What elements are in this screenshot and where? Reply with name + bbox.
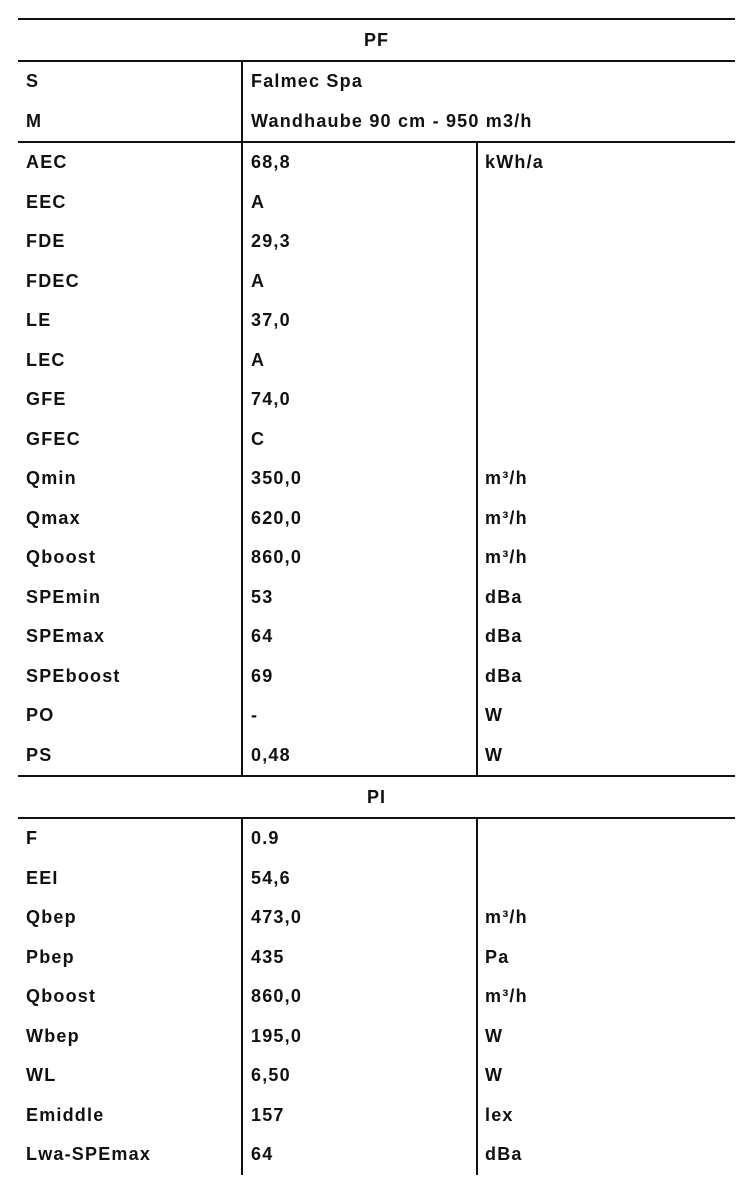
parameter-label: PO bbox=[26, 705, 55, 725]
parameter-value: 68,8 bbox=[251, 152, 291, 172]
column-divider bbox=[476, 301, 478, 341]
column-divider bbox=[476, 977, 478, 1017]
parameter-label: FDEC bbox=[26, 270, 80, 291]
parameter-label: LE bbox=[26, 310, 52, 330]
parameter-unit: W bbox=[485, 1065, 504, 1085]
table-row bbox=[18, 657, 735, 697]
parameter-label: Qbep bbox=[26, 907, 77, 927]
table-row bbox=[18, 696, 735, 736]
table-row bbox=[18, 1017, 735, 1057]
column-divider bbox=[241, 617, 243, 657]
table-row bbox=[18, 301, 735, 341]
parameter-label: GFEC bbox=[26, 428, 81, 449]
product-data-sheet bbox=[18, 18, 735, 1175]
parameter-label: Qboost bbox=[26, 986, 97, 1006]
parameter-label: M bbox=[26, 110, 43, 131]
parameter-value: 860,0 bbox=[251, 547, 303, 567]
column-divider bbox=[241, 341, 243, 381]
column-divider bbox=[241, 1056, 243, 1096]
column-divider bbox=[476, 859, 478, 899]
parameter-value: 195,0 bbox=[251, 1025, 303, 1046]
parameter-value: 53 bbox=[251, 586, 274, 607]
parameter-label: Emiddle bbox=[26, 1104, 105, 1125]
column-divider bbox=[476, 578, 478, 618]
column-divider bbox=[241, 262, 243, 302]
column-divider bbox=[476, 380, 478, 420]
column-divider bbox=[241, 696, 243, 736]
parameter-value: 6,50 bbox=[251, 1065, 291, 1085]
parameter-label: Qboost bbox=[26, 547, 97, 567]
table-row bbox=[18, 102, 735, 142]
parameter-value: 620,0 bbox=[251, 507, 303, 528]
table-row bbox=[18, 1135, 735, 1175]
column-divider bbox=[476, 222, 478, 262]
table-row bbox=[18, 736, 735, 776]
column-divider bbox=[241, 977, 243, 1017]
parameter-label: S bbox=[26, 71, 40, 91]
column-divider bbox=[241, 222, 243, 262]
parameter-unit: dBa bbox=[485, 665, 523, 686]
parameter-label: LEC bbox=[26, 349, 66, 370]
table-row bbox=[18, 499, 735, 539]
pf-rows-block bbox=[18, 143, 735, 775]
column-divider bbox=[241, 578, 243, 618]
column-divider bbox=[241, 657, 243, 697]
table-row bbox=[18, 262, 735, 302]
parameter-unit: W bbox=[485, 705, 504, 725]
column-divider bbox=[476, 938, 478, 978]
column-divider bbox=[241, 538, 243, 578]
parameter-label: WL bbox=[26, 1065, 57, 1085]
parameter-unit: dBa bbox=[485, 1144, 523, 1164]
table-row bbox=[18, 459, 735, 499]
parameter-unit: kWh/a bbox=[485, 152, 545, 172]
table-row bbox=[18, 977, 735, 1017]
parameter-value: 64 bbox=[251, 626, 274, 646]
column-divider bbox=[241, 420, 243, 460]
column-divider bbox=[476, 459, 478, 499]
table-row bbox=[18, 222, 735, 262]
parameter-label: PS bbox=[26, 744, 53, 765]
table-row bbox=[18, 859, 735, 899]
column-divider bbox=[241, 859, 243, 899]
column-divider bbox=[476, 1096, 478, 1136]
column-divider bbox=[241, 898, 243, 938]
table-row bbox=[18, 380, 735, 420]
parameter-unit: dBa bbox=[485, 586, 523, 607]
column-divider bbox=[476, 183, 478, 223]
column-divider bbox=[241, 301, 243, 341]
parameter-label: FDE bbox=[26, 231, 66, 251]
parameter-value: 0.9 bbox=[251, 828, 280, 848]
table-row bbox=[18, 578, 735, 618]
pf-header-block bbox=[18, 62, 735, 141]
column-divider bbox=[241, 459, 243, 499]
parameter-value: 157 bbox=[251, 1104, 285, 1125]
table-row bbox=[18, 1096, 735, 1136]
column-divider bbox=[476, 499, 478, 539]
parameter-unit: W bbox=[485, 1025, 504, 1046]
table-row bbox=[18, 1056, 735, 1096]
parameter-label: F bbox=[26, 828, 39, 848]
parameter-value: 29,3 bbox=[251, 231, 291, 251]
column-divider bbox=[476, 262, 478, 302]
column-divider bbox=[476, 657, 478, 697]
parameter-value: 0,48 bbox=[251, 744, 291, 765]
column-divider bbox=[241, 1096, 243, 1136]
parameter-unit: m³/h bbox=[485, 547, 528, 567]
column-divider bbox=[476, 341, 478, 381]
table-row bbox=[18, 898, 735, 938]
parameter-label: Wbep bbox=[26, 1025, 80, 1046]
parameter-value: 37,0 bbox=[251, 310, 291, 330]
column-divider bbox=[241, 819, 243, 859]
parameter-unit: m³/h bbox=[485, 468, 528, 488]
table-row bbox=[18, 183, 735, 223]
column-divider bbox=[241, 380, 243, 420]
table-row bbox=[18, 341, 735, 381]
parameter-label: GFE bbox=[26, 389, 67, 409]
parameter-label: Qmax bbox=[26, 507, 81, 528]
column-divider bbox=[241, 102, 243, 142]
column-divider bbox=[241, 938, 243, 978]
table-row bbox=[18, 617, 735, 657]
parameter-value: C bbox=[251, 428, 266, 449]
column-divider bbox=[476, 538, 478, 578]
column-divider bbox=[476, 819, 478, 859]
parameter-value: A bbox=[251, 349, 266, 370]
column-divider bbox=[241, 183, 243, 223]
parameter-value: - bbox=[251, 705, 259, 725]
table-row bbox=[18, 538, 735, 578]
parameter-label: EEC bbox=[26, 191, 67, 212]
column-divider bbox=[241, 499, 243, 539]
parameter-value: A bbox=[251, 270, 266, 291]
column-divider bbox=[476, 1017, 478, 1057]
column-divider bbox=[476, 1135, 478, 1175]
column-divider bbox=[476, 143, 478, 183]
column-divider bbox=[241, 1135, 243, 1175]
parameter-unit: m³/h bbox=[485, 507, 528, 528]
parameter-unit: W bbox=[485, 744, 504, 765]
table-row bbox=[18, 62, 735, 102]
parameter-value: 54,6 bbox=[251, 867, 291, 888]
column-divider bbox=[476, 1056, 478, 1096]
column-divider bbox=[241, 62, 243, 102]
column-divider bbox=[476, 736, 478, 776]
column-divider bbox=[241, 1017, 243, 1057]
parameter-value: 69 bbox=[251, 665, 274, 686]
table-row bbox=[18, 420, 735, 460]
column-divider bbox=[476, 617, 478, 657]
parameter-label: SPEmax bbox=[26, 626, 106, 646]
column-divider bbox=[241, 143, 243, 183]
parameter-value: 860,0 bbox=[251, 986, 303, 1006]
parameter-value: Falmec Spa bbox=[251, 71, 364, 91]
table-row bbox=[18, 938, 735, 978]
parameter-label: Lwa-SPEmax bbox=[26, 1144, 152, 1164]
parameter-value: 473,0 bbox=[251, 907, 303, 927]
parameter-label: Qmin bbox=[26, 468, 77, 488]
parameter-unit: lex bbox=[485, 1104, 514, 1125]
parameter-value: 435 bbox=[251, 946, 285, 967]
parameter-value: 64 bbox=[251, 1144, 274, 1164]
parameter-value: Wandhaube 90 cm - 950 m3/h bbox=[251, 110, 533, 131]
table-row bbox=[18, 143, 735, 183]
parameter-unit: m³/h bbox=[485, 907, 528, 927]
table-row bbox=[18, 819, 735, 859]
parameter-value: 350,0 bbox=[251, 468, 303, 488]
parameter-unit: dBa bbox=[485, 626, 523, 646]
column-divider bbox=[476, 420, 478, 460]
parameter-unit: m³/h bbox=[485, 986, 528, 1006]
column-divider bbox=[476, 898, 478, 938]
section-title-pi: PI bbox=[366, 787, 386, 807]
parameter-label: EEI bbox=[26, 867, 59, 888]
parameter-label: SPEmin bbox=[26, 586, 102, 607]
parameter-unit: Pa bbox=[485, 946, 510, 967]
parameter-value: A bbox=[251, 191, 266, 212]
parameter-label: AEC bbox=[26, 152, 68, 172]
parameter-label: Pbep bbox=[26, 946, 75, 967]
parameter-label: SPEboost bbox=[26, 665, 121, 686]
pi-rows-block bbox=[18, 819, 735, 1175]
column-divider bbox=[476, 696, 478, 736]
column-divider bbox=[241, 736, 243, 776]
section-title-pf: PF bbox=[363, 30, 389, 50]
parameter-value: 74,0 bbox=[251, 389, 291, 409]
